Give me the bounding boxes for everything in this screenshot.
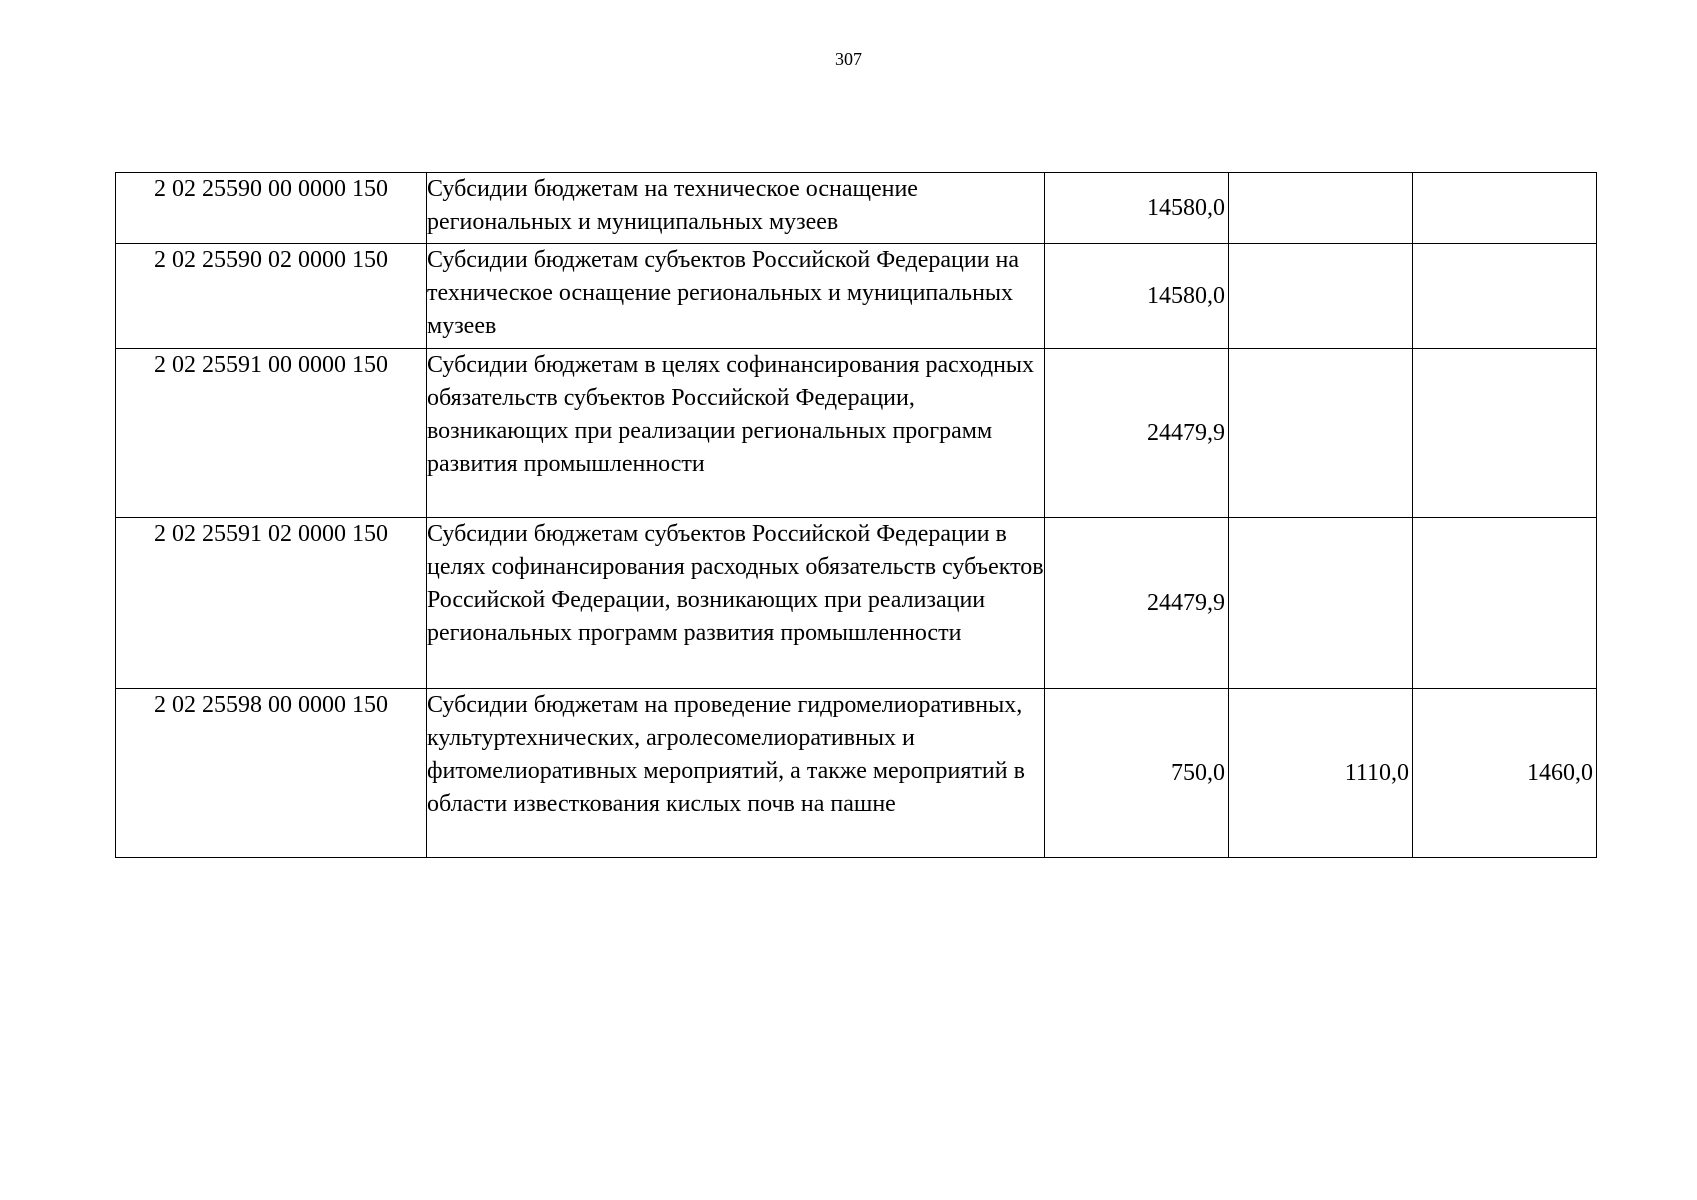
row-value-1: 24479,9 xyxy=(1045,518,1229,689)
row-value-1: 750,0 xyxy=(1045,689,1229,858)
row-code: 2 02 25591 02 0000 150 xyxy=(116,518,427,689)
row-code: 2 02 25598 00 0000 150 xyxy=(116,689,427,858)
row-value-2 xyxy=(1229,173,1413,244)
row-value-2 xyxy=(1229,244,1413,349)
budget-table xyxy=(115,172,1597,858)
row-code: 2 02 25591 00 0000 150 xyxy=(116,349,427,518)
row-description: Субсидии бюджетам на техническое оснащение региональных и муниципальных музеев xyxy=(427,173,1045,244)
table-row xyxy=(116,518,1597,689)
row-value-1: 24479,9 xyxy=(1045,349,1229,518)
row-code: 2 02 25590 02 0000 150 xyxy=(116,244,427,349)
row-value-3 xyxy=(1413,173,1597,244)
row-code: 2 02 25590 00 0000 150 xyxy=(116,173,427,244)
table-row xyxy=(116,244,1597,349)
table-row xyxy=(116,689,1597,858)
row-description: Субсидии бюджетам в целях софинансирования расходных обязательств субъектов Российской Федерации, возникающих при реализации региональных программ развития промышленности xyxy=(427,349,1045,518)
row-description: Субсидии бюджетам на проведение гидромелиоративных, культуртехнических, агролесомелиоративных и фитомелиоративных мероприятий, а также мероприятий в области известкования кислых почв на пашне xyxy=(427,689,1045,858)
row-value-3 xyxy=(1413,349,1597,518)
row-description: Субсидии бюджетам субъектов Российской Федерации в целях софинансирования расходных обязательств субъектов Российской Федерации, возникающих при реализации региональных программ развития промышленности xyxy=(427,518,1045,689)
row-description: Субсидии бюджетам субъектов Российской Федерации на техническое оснащение региональных и муниципальных музеев xyxy=(427,244,1045,349)
row-value-2 xyxy=(1229,518,1413,689)
row-value-3 xyxy=(1413,518,1597,689)
row-value-1: 14580,0 xyxy=(1045,173,1229,244)
table-row xyxy=(116,349,1597,518)
row-value-2: 1110,0 xyxy=(1229,689,1413,858)
table-row xyxy=(116,173,1597,244)
row-value-2 xyxy=(1229,349,1413,518)
row-value-3: 1460,0 xyxy=(1413,689,1597,858)
row-value-3 xyxy=(1413,244,1597,349)
row-value-1: 14580,0 xyxy=(1045,244,1229,349)
page-number: 307 xyxy=(835,49,862,69)
